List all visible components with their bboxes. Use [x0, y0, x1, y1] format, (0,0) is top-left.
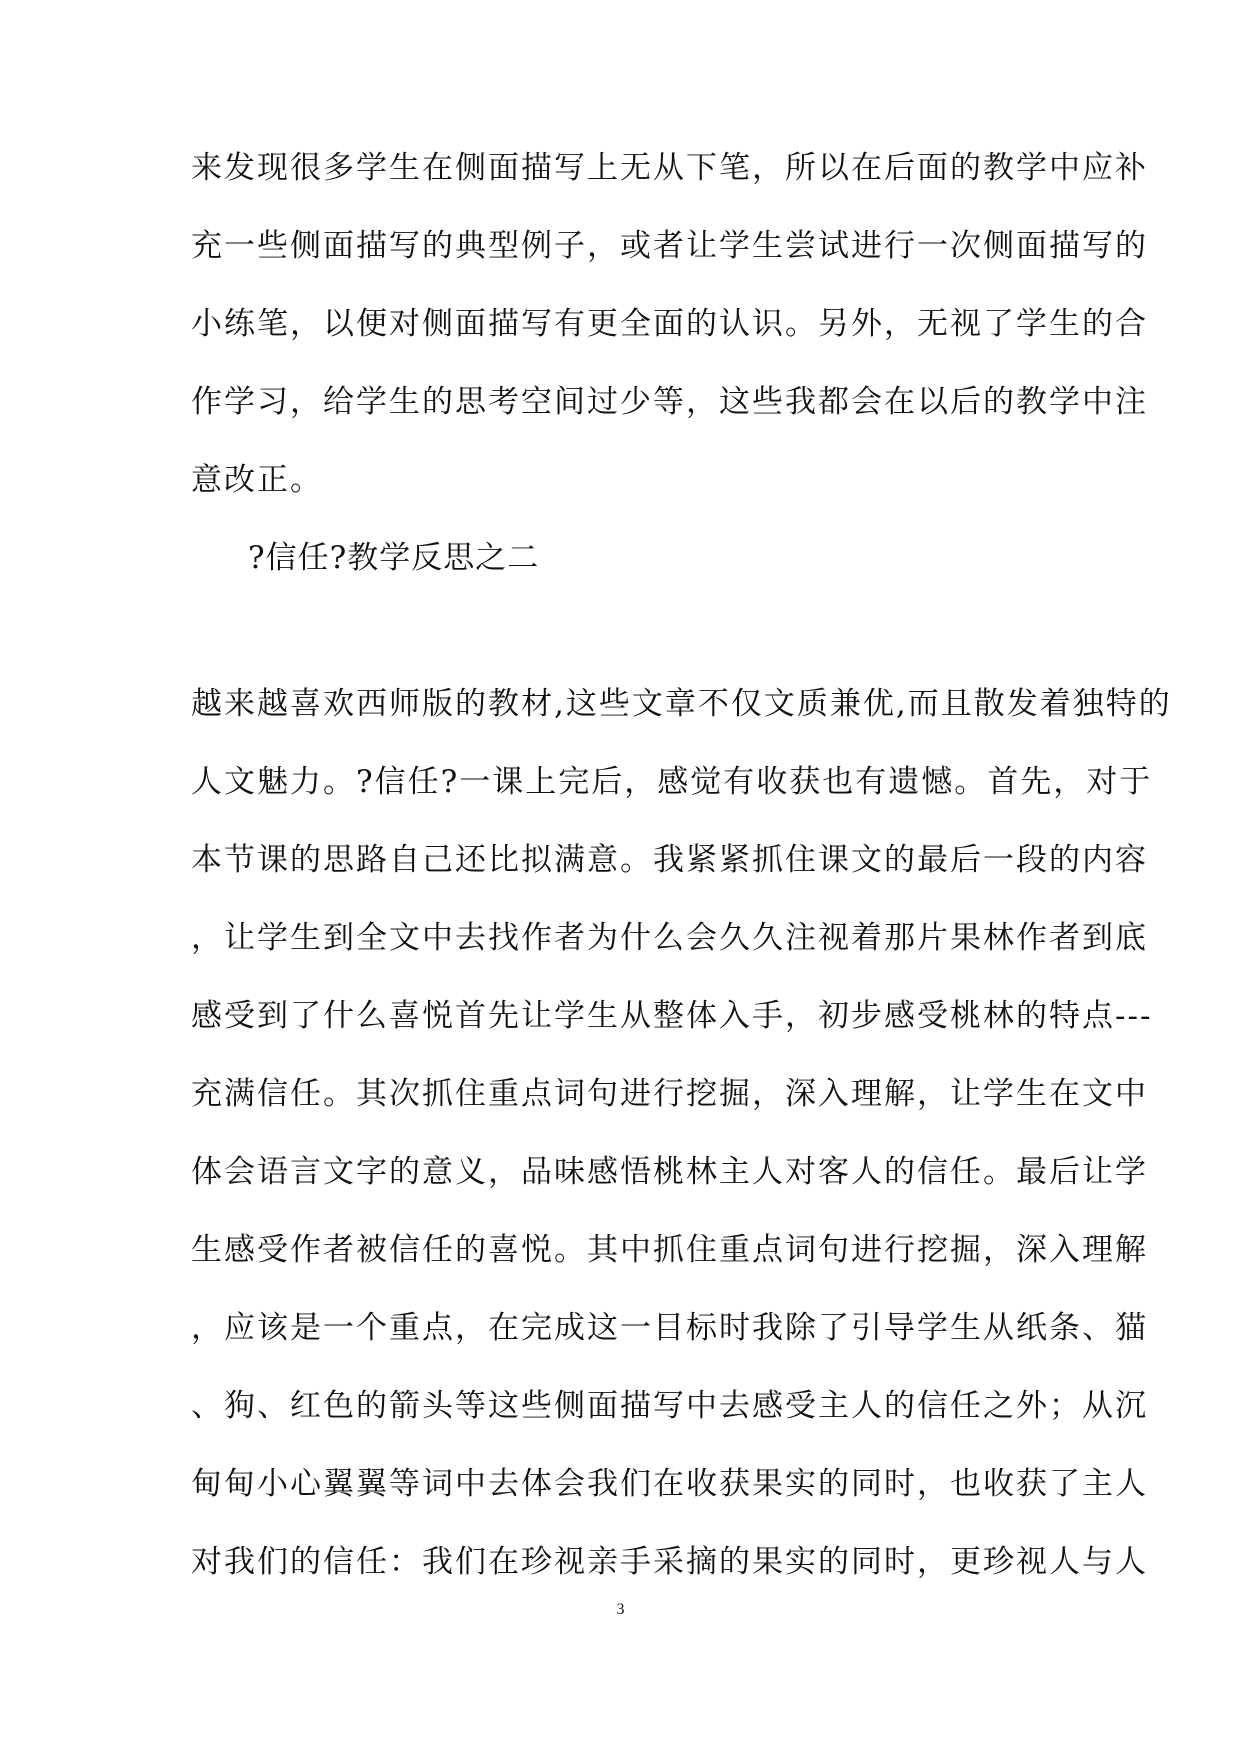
paragraph-line: 人文魅力。?信任?一课上完后，感觉有收获也有遗憾。首先，对于: [191, 764, 1153, 800]
paragraph-line: 体会语言文字的意义，品味感悟桃林主人对客人的信任。最后让学: [191, 1154, 1148, 1190]
paragraph-line: 意改正。: [191, 462, 323, 498]
page-number: 3: [616, 1601, 625, 1618]
paragraph-line: ，让学生到全文中去找作者为什么会久久注视着那片果林作者到底: [191, 920, 1148, 956]
paragraph-line: 来发现很多学生在侧面描写上无从下笔，所以在后面的教学中应补: [191, 150, 1148, 186]
section-heading: ?信任?教学反思之二: [248, 540, 540, 576]
paragraph-line: 感受到了什么喜悦首先让学生从整体入手，初步感受桃林的特点---: [191, 998, 1153, 1034]
paragraph-line: 越来越喜欢西师版的教材,这些文章不仅文质兼优,而且散发着独特的: [191, 686, 1172, 722]
paragraph-line: 对我们的信任：我们在珍视亲手采摘的果实的同时，更珍视人与人: [191, 1544, 1148, 1580]
paragraph-line: 充满信任。其次抓住重点词句进行挖掘，深入理解，让学生在文中: [191, 1076, 1148, 1112]
paragraph-line: 、狗、红色的箭头等这些侧面描写中去感受主人的信任之外；从沉: [191, 1388, 1148, 1424]
paragraph-line: 充一些侧面描写的典型例子，或者让学生尝试进行一次侧面描写的: [191, 228, 1148, 264]
paragraph-line: 作学习，给学生的思考空间过少等，这些我都会在以后的教学中注: [191, 384, 1148, 420]
paragraph-line: 小练笔，以便对侧面描写有更全面的认识。另外，无视了学生的合: [191, 306, 1148, 342]
paragraph-line: 本节课的思路自己还比拟满意。我紧紧抓住课文的最后一段的内容: [191, 842, 1148, 878]
paragraph-line: 甸甸小心翼翼等词中去体会我们在收获果实的同时，也收获了主人: [191, 1466, 1148, 1502]
paragraph-line: ，应该是一个重点，在完成这一目标时我除了引导学生从纸条、猫: [191, 1310, 1148, 1346]
paragraph-line: 生感受作者被信任的喜悦。其中抓住重点词句进行挖掘，深入理解: [191, 1232, 1148, 1268]
